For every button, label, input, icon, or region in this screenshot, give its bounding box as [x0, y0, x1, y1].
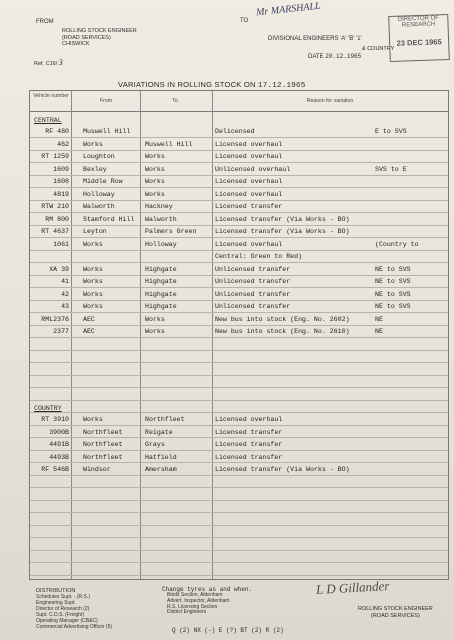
row-rule — [30, 175, 448, 176]
section-country: COUNTRY — [34, 405, 62, 412]
cell-vehicle: 1061 — [53, 240, 69, 248]
col-from: From — [99, 98, 113, 104]
cell-reason: New bus into stock (Eng. No. 2610) — [215, 328, 350, 335]
cell-from: AEC — [83, 315, 95, 323]
row-rule — [30, 462, 448, 463]
cell-from: Loughton — [83, 153, 115, 160]
distribution-label: DISTRIBUTION — [36, 588, 76, 594]
date-label: DATE — [308, 54, 324, 60]
cell-to: Highgate — [145, 278, 177, 285]
cell-reason: Licensed overhaul — [215, 190, 283, 198]
row-rule — [30, 475, 448, 476]
cell-reason: Unlicensed transfer — [215, 290, 291, 298]
cell-vehicle: 1608 — [53, 178, 69, 185]
cell-vehicle: RF 480 — [45, 128, 69, 135]
row-rule — [30, 550, 448, 551]
cell-to: Works — [145, 165, 165, 173]
cell-to: Works — [145, 178, 165, 185]
cell-reason: Central: Green to Red) — [215, 253, 303, 260]
cell-vehicle: XA 39 — [49, 265, 69, 273]
cell-note: NE — [375, 328, 383, 335]
row-rule — [30, 200, 448, 201]
cell-from: Northfleet — [83, 428, 123, 436]
cell-vehicle: 43 — [61, 303, 69, 310]
distribution-item: Binds Section, Aldenham — [167, 592, 223, 598]
title-text: VARIATIONS IN ROLLING STOCK ON — [118, 80, 256, 89]
cell-vehicle: 4491B — [49, 441, 69, 448]
cell-from: Works — [83, 278, 103, 285]
cell-reason: New bus into stock (Eng. No. 2602) — [215, 315, 350, 323]
cell-reason: Licensed overhaul — [215, 140, 283, 148]
document-title — [118, 80, 306, 90]
signer-line: (ROAD SERVICES) — [370, 612, 420, 619]
cell-reason: Licensed transfer (Via Works - BO) — [215, 228, 350, 235]
variations-table — [29, 90, 449, 580]
cell-from: Muswell Hill — [83, 128, 131, 135]
row-rule — [30, 575, 448, 576]
to-handwritten: Mr MARSHALL — [255, 0, 322, 19]
distribution-codes: Q (2) NX (-) E (?) BT (2) R (2) — [172, 627, 284, 634]
cell-to: Highgate — [145, 303, 177, 310]
distribution-item: Operating Manager (CB&C) — [36, 618, 98, 624]
cell-vehicle: RT 3910 — [41, 416, 69, 423]
cell-vehicle: 4819 — [53, 190, 69, 198]
cell-reason: Unlicensed transfer — [215, 278, 291, 285]
cell-reason: Licensed transfer — [215, 453, 283, 461]
cell-vehicle: RT 4637 — [41, 228, 69, 235]
row-rule — [30, 237, 448, 238]
cell-to: Hackney — [145, 203, 173, 210]
cell-vehicle: 41 — [61, 278, 69, 285]
cell-vehicle: RM 800 — [45, 215, 69, 223]
to-label: TO — [240, 18, 249, 24]
from-label: FROM — [36, 19, 54, 25]
country-line: & COUNTRY — [362, 46, 395, 52]
row-rule — [30, 450, 448, 451]
from-line: (ROAD SERVICES) — [62, 34, 111, 41]
cell-from: Middle Row — [83, 178, 123, 185]
row-rule — [30, 362, 448, 363]
cell-from: Works — [83, 303, 103, 310]
row-rule — [30, 250, 448, 251]
row-rule — [30, 137, 448, 138]
cell-to: Northfleet — [145, 416, 185, 423]
row-rule — [30, 275, 448, 276]
cell-from: Leyton — [83, 228, 107, 235]
cell-vehicle: RML2376 — [41, 315, 69, 323]
cell-vehicle: RT 1259 — [41, 153, 69, 160]
from-line: CHISWICK — [62, 41, 90, 47]
cell-note: NE to SVS — [375, 290, 411, 298]
cell-note: NE — [375, 315, 383, 323]
row-rule — [30, 512, 448, 513]
row-rule — [30, 425, 448, 426]
row-rule — [30, 375, 448, 376]
title-date: 17.12.1965 — [257, 82, 306, 90]
cell-reason: Unlicensed transfer — [215, 265, 291, 273]
cell-to: Hatfield — [145, 453, 177, 461]
cell-to: Reigate — [145, 428, 173, 436]
distribution-item: R.S. Licensing Section — [167, 603, 218, 610]
signer-title — [358, 606, 433, 619]
cell-to: Muswell Hill — [145, 140, 193, 148]
cell-to: Walworth — [145, 215, 177, 223]
row-rule — [30, 287, 448, 288]
distribution-item: District Engineers — [167, 609, 207, 616]
distribution-item: Engineering Supt. — [36, 600, 76, 606]
cell-to: Holloway — [145, 240, 177, 248]
distribution-item: Commercial Advertising Officer (5) — [36, 624, 113, 630]
cell-reason: Licensed transfer (Via Works - BO) — [215, 215, 350, 223]
cell-to: Grays — [145, 441, 165, 448]
cell-to: Works — [145, 328, 165, 335]
col-vehicle: Vehicle number — [33, 93, 69, 99]
row-rule — [30, 500, 448, 501]
cell-vehicle: 42 — [61, 290, 69, 298]
cell-to: Works — [145, 153, 165, 160]
row-rule — [30, 187, 448, 188]
distribution-item: Schedules Supt. - (R.S.) — [36, 594, 90, 600]
row-rule — [30, 387, 448, 388]
col-to: To — [172, 98, 178, 104]
from-line: ROLLING STOCK ENGINEER — [62, 28, 137, 34]
cell-from: Northfleet — [83, 453, 123, 461]
row-rule — [30, 525, 448, 526]
stamp-title: DIRECTOR OF RESEARCH — [397, 15, 440, 29]
change-note: Change tyres as and when. — [162, 586, 253, 593]
cell-note: NE to SVS — [375, 265, 411, 273]
row-rule — [30, 300, 448, 301]
row-rule — [30, 537, 448, 538]
cell-to: Works — [145, 190, 165, 198]
cell-vehicle: 2377 — [53, 328, 69, 335]
cell-vehicle: 3900B — [49, 428, 69, 436]
cell-from: Northfleet — [83, 441, 123, 448]
cell-to: Highgate — [145, 265, 177, 273]
row-rule — [30, 562, 448, 563]
cell-vehicle: RTW 210 — [41, 203, 69, 210]
cell-reason: Unlicensed transfer — [215, 303, 291, 310]
cell-from: Works — [83, 240, 103, 248]
signature: L D Gillander — [315, 578, 390, 597]
col-reason: Reason for variation — [306, 98, 354, 104]
cell-to: Highgate — [145, 290, 177, 298]
cell-reason: Licensed transfer — [215, 203, 283, 210]
row-rule — [30, 162, 448, 163]
ref-value: 3 — [58, 58, 63, 67]
cell-note: NE to SVS — [375, 303, 411, 310]
row-rule — [30, 212, 448, 213]
cell-reason: Licensed overhaul — [215, 240, 283, 248]
row-rule — [30, 350, 448, 351]
cell-reason: Licensed transfer — [215, 428, 283, 436]
cell-from: Windsor — [83, 466, 111, 473]
date-line — [308, 53, 361, 60]
row-rule — [30, 487, 448, 488]
section-central: CENTRAL — [34, 117, 62, 124]
to-line: DIVISIONAL ENGINEERS 'A' 'B' '1' — [268, 36, 362, 42]
row-rule — [30, 262, 448, 263]
distribution-item: Director of Research (2) — [36, 606, 90, 612]
cell-to: Works — [145, 315, 165, 323]
cell-note: (Country to — [375, 240, 419, 248]
row-rule — [30, 437, 448, 438]
distribution-list — [36, 588, 112, 630]
distribution-list-right — [167, 593, 230, 616]
ref-label: Ref. C16/ — [34, 61, 58, 67]
cell-note: E to SVS — [375, 128, 407, 135]
reference — [34, 58, 63, 67]
cell-from: Works — [83, 416, 103, 423]
cell-reason: Delicensed — [215, 128, 255, 135]
table-header — [30, 91, 448, 112]
date-value: 20.12.1965 — [325, 53, 362, 60]
cell-from: Walworth — [83, 203, 115, 210]
cell-reason: Licensed overhaul — [215, 416, 283, 423]
row-rule — [30, 150, 448, 151]
cell-reason: Licensed transfer (Via Works - BO) — [215, 466, 350, 473]
cell-from: Works — [83, 265, 103, 273]
cell-from: Works — [83, 140, 103, 148]
cell-reason: Unlicensed overhaul — [215, 165, 291, 173]
cell-reason: Licensed transfer — [215, 441, 283, 448]
cell-from: AEC — [83, 328, 95, 335]
row-rule — [30, 225, 448, 226]
cell-vehicle: 462 — [57, 140, 69, 148]
cell-note: SVS to E — [375, 165, 407, 173]
cell-vehicle: 1609 — [53, 165, 69, 173]
row-rule — [30, 337, 448, 338]
cell-reason: Licensed overhaul — [215, 153, 283, 160]
stamp-date: 23 DEC 1965 — [396, 37, 442, 48]
distribution-item: Advert. Inspector, Aldenham — [167, 597, 230, 604]
cell-vehicle: 4493B — [49, 453, 69, 461]
cell-to: Palmers Green — [145, 228, 197, 235]
cell-reason: Licensed overhaul — [215, 178, 283, 185]
signer-line: ROLLING STOCK ENGINEER — [358, 606, 433, 612]
cell-from: Stamford Hill — [83, 215, 135, 223]
row-rule — [30, 400, 448, 401]
cell-from: Holloway — [83, 190, 115, 198]
distribution-item: Supt. C.D.S. (Freight) — [36, 612, 85, 618]
from-address — [62, 28, 137, 48]
cell-to: Amersham — [145, 466, 177, 473]
row-rule — [30, 412, 448, 413]
cell-from: Bexley — [83, 165, 107, 173]
cell-note: NE to SVS — [375, 278, 411, 285]
row-rule — [30, 325, 448, 326]
cell-from: Works — [83, 290, 103, 298]
row-rule — [30, 312, 448, 313]
cell-vehicle: RF 546B — [41, 466, 69, 473]
received-stamp — [388, 14, 450, 62]
